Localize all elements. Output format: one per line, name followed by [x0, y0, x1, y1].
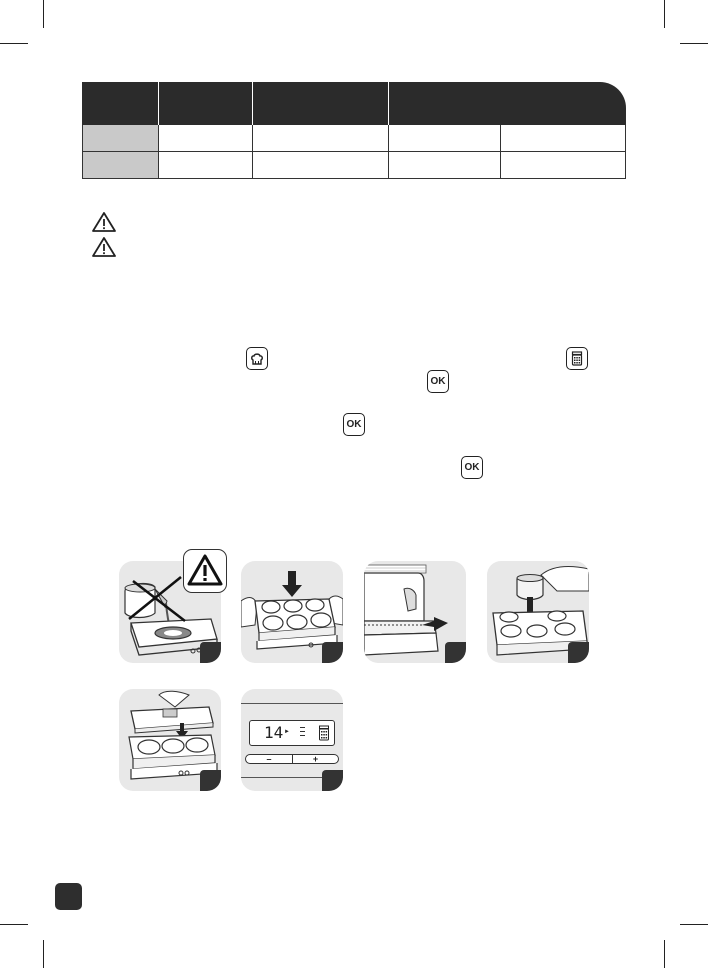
plus-label: + [312, 754, 319, 764]
warning-callout [183, 549, 227, 593]
warning-triangle-icon [91, 211, 117, 233]
step-badge [322, 642, 343, 663]
step-badge [568, 642, 589, 663]
step-badge [200, 770, 221, 791]
water-level-panel [364, 561, 466, 663]
close-lid-panel [119, 689, 221, 791]
jar-program-icon [566, 347, 588, 370]
crop-mark [680, 924, 708, 925]
ok-button-icon [461, 456, 483, 479]
table-header [82, 82, 626, 125]
crop-mark [664, 940, 665, 968]
table-row [82, 152, 626, 179]
panel-top-line [241, 703, 343, 704]
ok-label: OK [430, 376, 446, 387]
crop-mark [664, 0, 665, 28]
insert-tray-panel [241, 561, 343, 663]
ok-label: OK [346, 419, 362, 430]
lcd-screen [249, 720, 335, 746]
place-jars-panel [487, 561, 589, 663]
crop-mark [680, 43, 708, 44]
jar-program-icon [318, 725, 330, 741]
step-badge [322, 770, 343, 791]
control-display-panel [241, 689, 343, 791]
step-badge [200, 642, 221, 663]
crop-mark [0, 43, 28, 44]
plus-button [293, 754, 339, 764]
page-number-badge [55, 883, 82, 910]
ok-button-icon [343, 413, 365, 436]
crop-mark [43, 0, 44, 28]
table-row [82, 125, 626, 152]
table-row-label-cell [82, 125, 158, 151]
lcd-indicator: ► [284, 729, 290, 735]
step-badge [445, 642, 466, 663]
ok-label: OK [464, 462, 480, 473]
chef-hat-icon [246, 347, 268, 370]
ok-button-icon [427, 370, 449, 393]
warning-triangle-icon [91, 236, 117, 258]
spec-table [82, 82, 626, 178]
crop-mark [0, 924, 28, 925]
warning-triangle-icon [185, 551, 225, 591]
lcd-bars [300, 727, 305, 736]
minus-label: – [266, 754, 272, 764]
crop-mark [43, 940, 44, 968]
table-row-label-cell [82, 152, 158, 178]
minus-button [245, 754, 293, 764]
lcd-time-value: 14 [264, 723, 284, 742]
